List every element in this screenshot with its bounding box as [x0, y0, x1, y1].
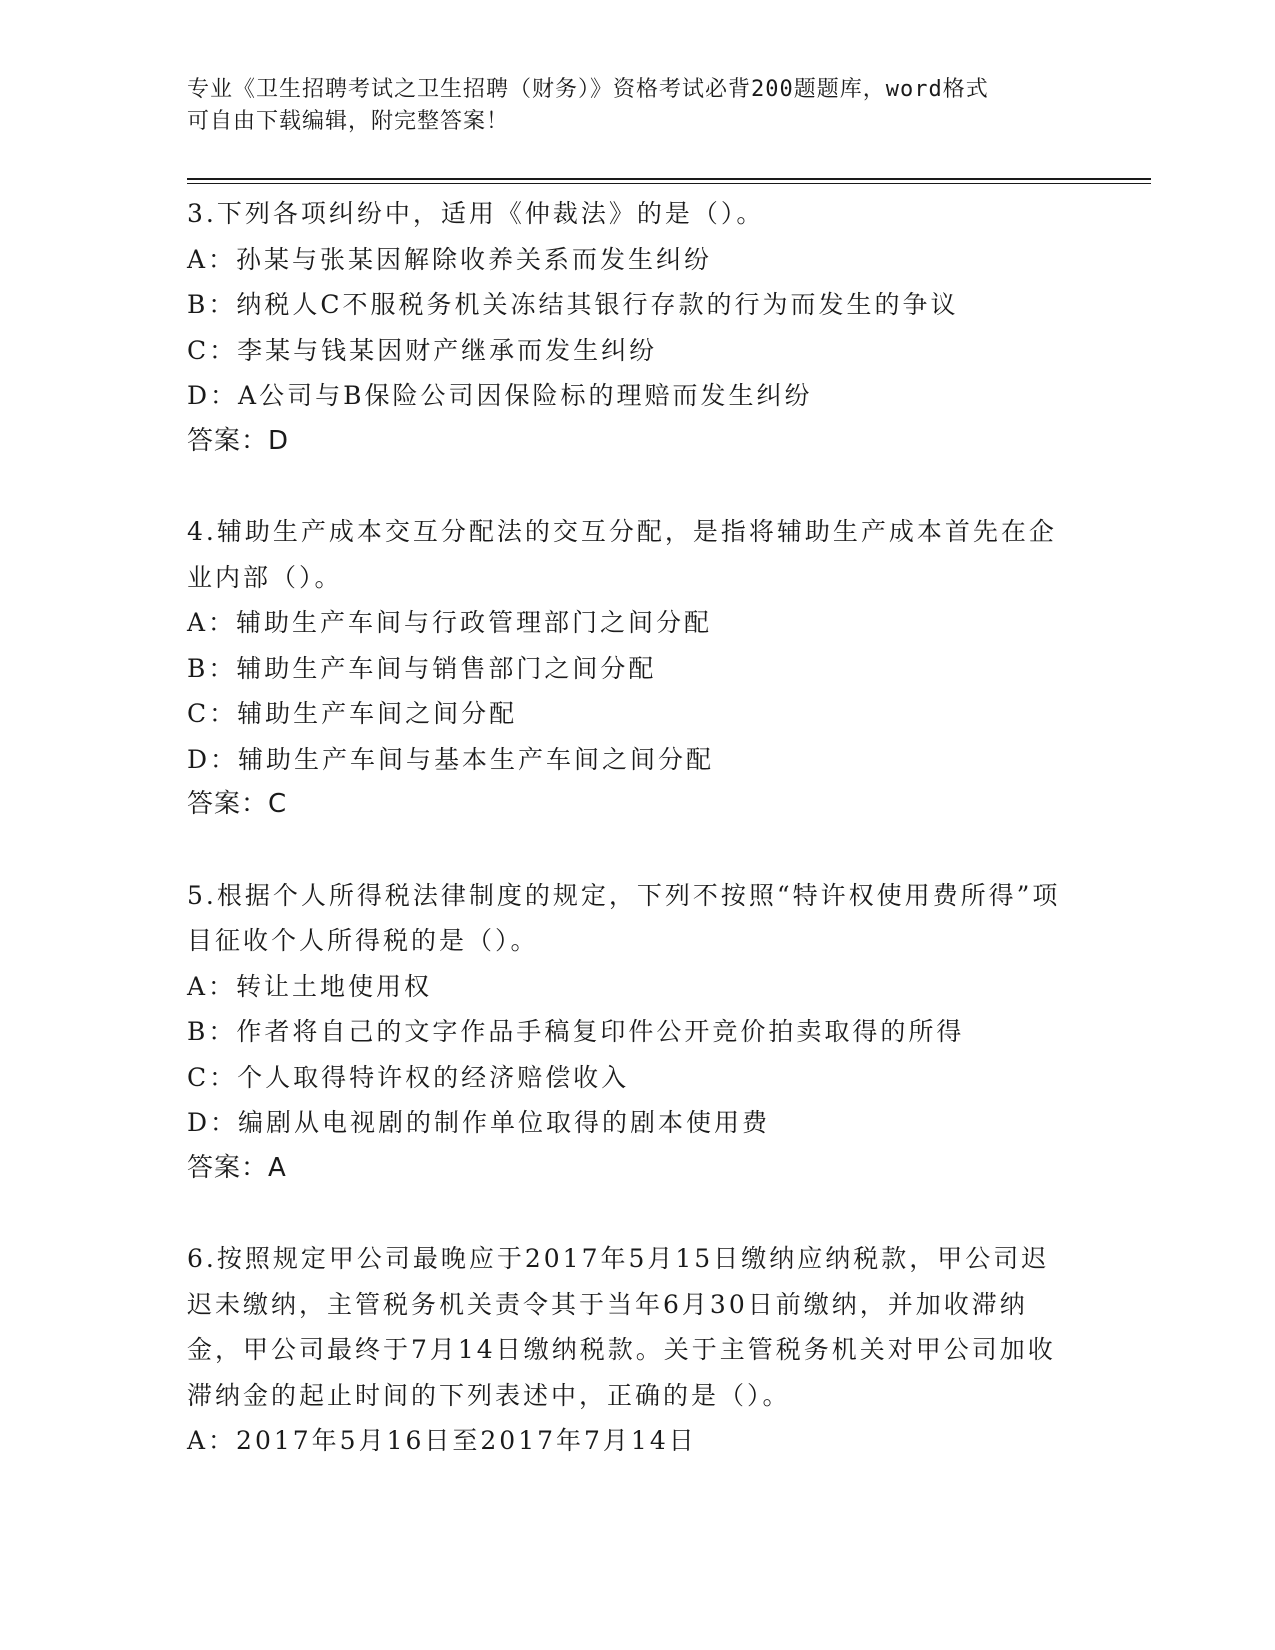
option-c: C：个人取得特许权的经济赔偿收入 [187, 1062, 630, 1092]
option-a: A：2017年5月16日至2017年7月14日 [187, 1426, 697, 1455]
answer-line: 答案：A [187, 1152, 287, 1183]
option-a: A：转让土地使用权 [187, 971, 433, 1001]
question-stem: 3.下列各项纠纷中，适用《仲裁法》的是（）。 [187, 199, 765, 228]
question-stem: 6.按照规定甲公司最晚应于2017年5月15日缴纳应纳税款，甲公司迟迟未缴纳，主管税务机关责令其于当年6月30日前缴纳，并加收滞纳金，甲公司最终于7月14日缴纳税款。关于主管税务机关对甲公司加收滞纳金的起止时间的下列表述中，正确的是（）。 [187, 1244, 1056, 1410]
option-b: B：纳税人C不服税务机关冻结其银行存款的行为而发生的争议 [187, 290, 959, 319]
answer-line: 答案：D [187, 425, 290, 456]
option-b: B：作者将自己的文字作品手稿复印件公开竞价拍卖取得的所得 [187, 1017, 965, 1046]
option-d: D：辅助生产车间与基本生产车间之间分配 [187, 744, 715, 774]
option-a: A：辅助生产车间与行政管理部门之间分配 [187, 608, 713, 637]
option-d: D：编剧从电视剧的制作单位取得的剧本使用费 [187, 1108, 771, 1137]
option-c: C：辅助生产车间之间分配 [187, 699, 518, 728]
question-item-6 [187, 1236, 1077, 1464]
header-line-2: 可自由下载编辑，附完整答案！ [187, 109, 510, 134]
header-divider-thick [187, 178, 1151, 180]
question-stem: 4.辅助生产成本交互分配法的交互分配，是指将辅助生产成本首先在企业内部（）。 [187, 517, 1057, 592]
question-item-4 [187, 509, 1077, 828]
question-item-3 [187, 191, 1077, 464]
question-stem: 5.根据个人所得税法律制度的规定，下列不按照“特许权使用费所得”项目征收个人所得税的是（）。 [187, 880, 1061, 955]
question-item-5 [187, 873, 1077, 1192]
option-a: A：孙某与张某因解除收养关系而发生纠纷 [187, 244, 713, 274]
option-d: D：A公司与B保险公司因保险标的理赔而发生纠纷 [187, 381, 813, 410]
option-b: B：辅助生产车间与销售部门之间分配 [187, 653, 657, 683]
header-line-1: 专业《卫生招聘考试之卫生招聘（财务）》资格考试必背200题题库，word格式 [187, 77, 989, 102]
header-divider-thin [187, 183, 1151, 184]
option-c: C：李某与钱某因财产继承而发生纠纷 [187, 335, 658, 365]
question-list [187, 191, 1077, 1464]
document-header [187, 74, 1067, 138]
answer-line: 答案：C [187, 789, 288, 819]
